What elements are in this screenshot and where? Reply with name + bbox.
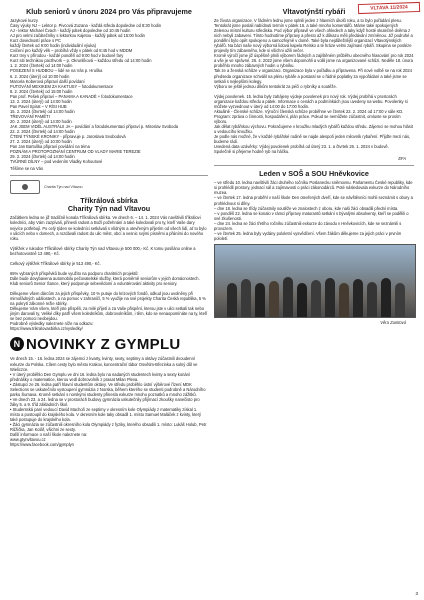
- gym-body: Ve dnech 15. - 16. ledna 2024 se zájemci z kvarty, kvinty, sexty, septimy a oktávy zúčastnili dvoudenní exkurze do Polska. Cílem cesty bylo město Krakov, koncentrační tábor Osvětim-Březinka a solný důl ve Wieliczce. • V úterý proběhlo Den Gymplu ve dni 16. ledna bylo na nadaných studentech kvinty a sexty konání přednášky o matematice, kterou vedl dobrovolník z prasat Milan Pleva. • Zástupci ze 26. ledna patří hlavní studentům oktávy. Ve středu proběhlo ústní výběrové řízení MDK Selections se uskutečnilo vystoupení gymnázia z Norska, během kterého se studenti podrobně a Národního parku Šumava. Kromě setkání s norskými studenty přinesla exkurze mnoho poznatků a mnoho zážitků. • Ve dnech 23. a 24. ledna se v prostorách budovy gymnázia uskutečnily přijímací zkoušky nanečisto pro žáky 5. a 9. tříd základních škol. • Studentská paní vedoucí David Machoň ze septimy v okresním kole Olympiády z matematiky získal 1. místo a postoupil do krajského kola. V okresním kole taky obsadil 1. místo Samuel Maláček z kvinty, který také postupuje do krajského kola. • Žáci gymnázia se zúčastnili okresního kola Olympiády z fyziky, kterého obsadili 1. místo: Lukáš Holub, Petr Růžička, Jan Kolář, všichni ze sexty. Další informace o naší škole naleznete na: www.gtynvltavou.cz https://www.facebook.com/gymplyn: [10, 356, 207, 448]
- school-title: Leden v SOŠ a SOU Hněvkovice: [259, 169, 369, 179]
- fishers-sign: EFA: [398, 156, 406, 162]
- fishers-title: Vltavotýnští rybáři: [282, 7, 346, 16]
- charity-logo: [10, 180, 208, 194]
- charity-logo-text: Charita Týn nad Vltavou: [44, 185, 83, 190]
- charity-body: Začátkem ledna se již tradičně konala Tříkrálová sbírka. Ve dnech 6. – 14. 1. 2024 Vás navštívili tříkrálovi koledníci, aby Vám zazpívali, přinesli radost a Boží požehnání a také koledovali pro ty, kteří Vaše dary nejvíce potřebují. Po celý týden se koledníci setkávali s vlídným a otevřeným přijetím od všech lidí, ať to bylo v ulicích nebo v domech, a rozdávali radost do ulic měst, obcí a vesnic svými písněmi a přáními do nového roku. Výtěžek v rukodce Tříkrálové sbírky Charity Týn nad Vltavou je 500 000,- Kč. K tomu posíláno online a bezhotovostně 13 490,- Kč. Celkový výtěžek Tříkrálové sbírky je 513 490,- Kč. 65% vybraných příspěvků bude využito na podporu charitních projektů: Dále bude dovybavena automobilu pečovatelské služby, která poměrně seniorům v jejich domácnostech. Klub seniorů Senior Šance, který podporuje sebevědomí a voluntérování aktivity pro seniory. Děkujeme všem dárcům za jejich příspěvky, 10 % putuje do krizových fondů, odkud jsou uvolněny při mimořádných událostech, a na pomoc v zahraničí, 5 % využije na své projekty Charita Česká republika, 5 % na pokrytí zákonné režie sbírky. Děkujeme Vám všem, kteří jste přispěli, za milé přijetí a za Vaše přispění, kterou jste v ulici setkali tak nebo jiným darovali ty, Veliké díky patří všem koledníkům, dobrovolníkům, i těm, kdo se nenaopomínáte na ty, kteří se bez pomoci neobejdou. Podrobně výsledky naleznete níže na odkazu: https://www.trikralovasbirka.cz/vysledky/: [10, 215, 208, 332]
- gym-newsletter-logo: [10, 337, 208, 353]
- charity-title: Tříkrálová sbírka Charity Týn nad Vltavou: [67, 196, 151, 214]
- club-title: Klub seniorů v únoru 2024 pro Vás připravujeme: [26, 7, 192, 16]
- divider: [214, 165, 414, 166]
- left-column: [10, 8, 208, 449]
- divider: [10, 175, 208, 176]
- gym-logo-icon: N: [10, 337, 24, 351]
- charity-logo-icon: [10, 180, 40, 194]
- page-number: 3: [415, 591, 418, 596]
- issue-stamp: VLTAVA 11/2024: [358, 2, 420, 14]
- school-group-photo: [214, 244, 416, 318]
- club-schedule: Jazykové kurzy Časy výuky NJ – Lektor p. Pivcová Zuzana - každá středa dopoledne od 8:30 hodin AJ - lektor Michael Čvach - každý pátek dopoledne od 10:45 hodin AJ pro velmi začátečníky s lektorkou Kajetou - každý pátek od 15:00 hodin Kurz dovedností práce s PC každý čtvrtek od 9:00 hodin (individuální výuka) Cvičení pro každý věk – probíhá vždy v pátek od 8:45 hod v MDDM Kurz trvy v přírodou - každé pondělí od 9:00 hod v budově fary Kurz siti technikou pacthvork – p. Okrunlíková – každou středu od 14:00 hodin 1. 2. 2024 (čtvrtek) od 14:00 hodin POSEZENÍ S HUDBOU – lidé se na Vás p. Hruška 6. 2. 2024 (úterý) od 10:00 hodin Marcela Koberová připraví další povídaní PUTOVÁNÍ MEXIKEM ZA KAKTUSY – fotodokumentace 8. 2. 2024 (čtvrtek) od 15:00 hodin Pan prof. Pešek připraví – PANAMA A KANADĚ + fotodokumentace 13. 2. 2024 (úterý) od 14:00 hodin Pan Pavel Spirat – V RÍSI HUB 15. 2. 2024 (čtvrtek) od 14:00 hodin TŘEVOVÁNÍ PAMĚTI 20. 2. 2024 (úterý) od 14:00 hodin JAK JSEM VIDĚL AUSTRÁLII JA – povídání a fotodokumentaci připraví p. Miroslav Svoboda 22. 2. 2024 (čtvrtek) od 14:00 hodin ČTENÍ TÝNSKÉ KRONIKY - připravuje p. Jaroslava Svobodová 27. 2. 2024 (úterý) od 10:00 hodin Pan Jan Bartuška připraví povídání na téma POZNÁM A PROTOPOZNÁNÍ CENTRUM OD VLADY MARIE TEREZIE 29. 2. 2024 (čtvrtek) od 14:00 hodin TVÜRNÉ DÍLNY – pod vedením Vladky Kohoutové: [10, 18, 178, 165]
- club-sign: Těšíme se na Vás: [10, 166, 43, 172]
- school-body: – ve středu 10. ledna navštívili žáci druhého ročníku Poslanecku sněmovnu. Parlamentu České republiky, kde si prohlédli prostory, jednací sál a zajímavosti o práci zákonodárců. Poté následovala exkurze do Národního muzea. – ve čtvrtek 17. ledna proběhl v naší škole Den otevřených dveří, kde se návštěvníci mohli seznámit s obory a prohlédnout si dílny. – dne 18. ledna se třídy zúčastnily soutěže ve znalostech z oboru, kde naši žáci obsadili přední místa. – v pondělí 22. ledna se konalo v rámci přípravy maturantů setkání s bývalými absolventy, kteří se podělili o své zkušenosti. – dne 24. ledna se žáci třetího ročníku zúčastnili exkurze do závodu v Hněvkovicích, kde se seznámili s provozem. – ve čtvrtek 25. ledna byly vydány pololetní vysvědčení. Všem žákům děkujeme za jejich práci v prvním pololetí.: [214, 180, 413, 241]
- fishers-body: Ze života organizace. V řádném lednu jsme splnili jeden z hlavních úkolů roku, a to bylo pořádání plesu. Tentokrát jsme poslali nabídnuti termín v pátek 16. a také mnoho komentářů. Máme také spokojených Zelenou místní kulturu střediska. Pod výbor připravil ve všech ohledech a taky když hosté skutečně dvěma z nich nebyli zabaveni. Tímto hodnotíme přípravy a přesto až k důkazu měli předávání zmíněnou. Již podruhé a pondělní bylo opět spokojeno a samozřejmě v domě. Také byla nejdůležitější organizací Vltavotýnských rybářů. Na bázi naše nový výborná lidová kapela Relsko a té hráze velmi zajímaví rybáři. Skupina se posléze projevily tím zábavného, kde si všichni užili večer. Kromě výročí jsme již úspěšně plnili výborem řádných a zajištěném průběhu obecného hlasování pro rok 2024 a vše je ve správné. 26. 4. 2022 jsme všem dopomohli a volili jsme na organizované schůzi. Neděle 18. února proběhlo mnoho zábavných hodin u rybníku. Tak ze a ženská schůze v organizaci. Organizace byla v pořádku a přípravena. Při nové volbě se na rok 2024 předseda organizace schválil na plénu rybáře a postaral se o řádné poplatky za vypořádaní a také jsme se setkali s nejlepšími kolegy. Výboru se ještě jednou díkům tentokrát za péči o rybníky a soutěže. Výdej povolenek. 15. ledna byly zahájeny výdeje povolenek pro nový rok. Výdej probíhá v prostorách organizace každou středu a pátek. Informace o cenách a podmínkách jsou uvedeny na webu. Povolenky si můžete vyzvednout v úterý od 14:00 do 17:00 hodin. Aktuálně - Členské schůze. Výroční členská schůze proběhne ve čtvrtek 22. 2. 2024 od 17:00 v sále KD. Program: zpráva o činnosti, hospodaření, plán práce. Pokud se nemůžete zúčastnit, omluvte se prosím výboru. Jak dělat rybářskou výchovu. Pokračujeme v kroužku mladých rybářů každou středu. Zájemci se mohou hlásit u vedoucího kroužku. Je podle nás možné, že v každé rybářské rodině se najde alespoň jeden milovník rybaření. Přijďte mezi nás, budeme rádi. Uvedená data uzávěrky: Výdej povolenek probíhá od úterý 23. 1. a čtvrtek 26. 1. 2024 v budově. Společně si přejeme hodně ryb na háčku.: [214, 18, 414, 155]
- school-sign: Věra Zumtová: [380, 319, 406, 325]
- gym-logo-text: NOVINKY Z GYMPLU: [26, 336, 181, 354]
- right-column: [214, 8, 414, 327]
